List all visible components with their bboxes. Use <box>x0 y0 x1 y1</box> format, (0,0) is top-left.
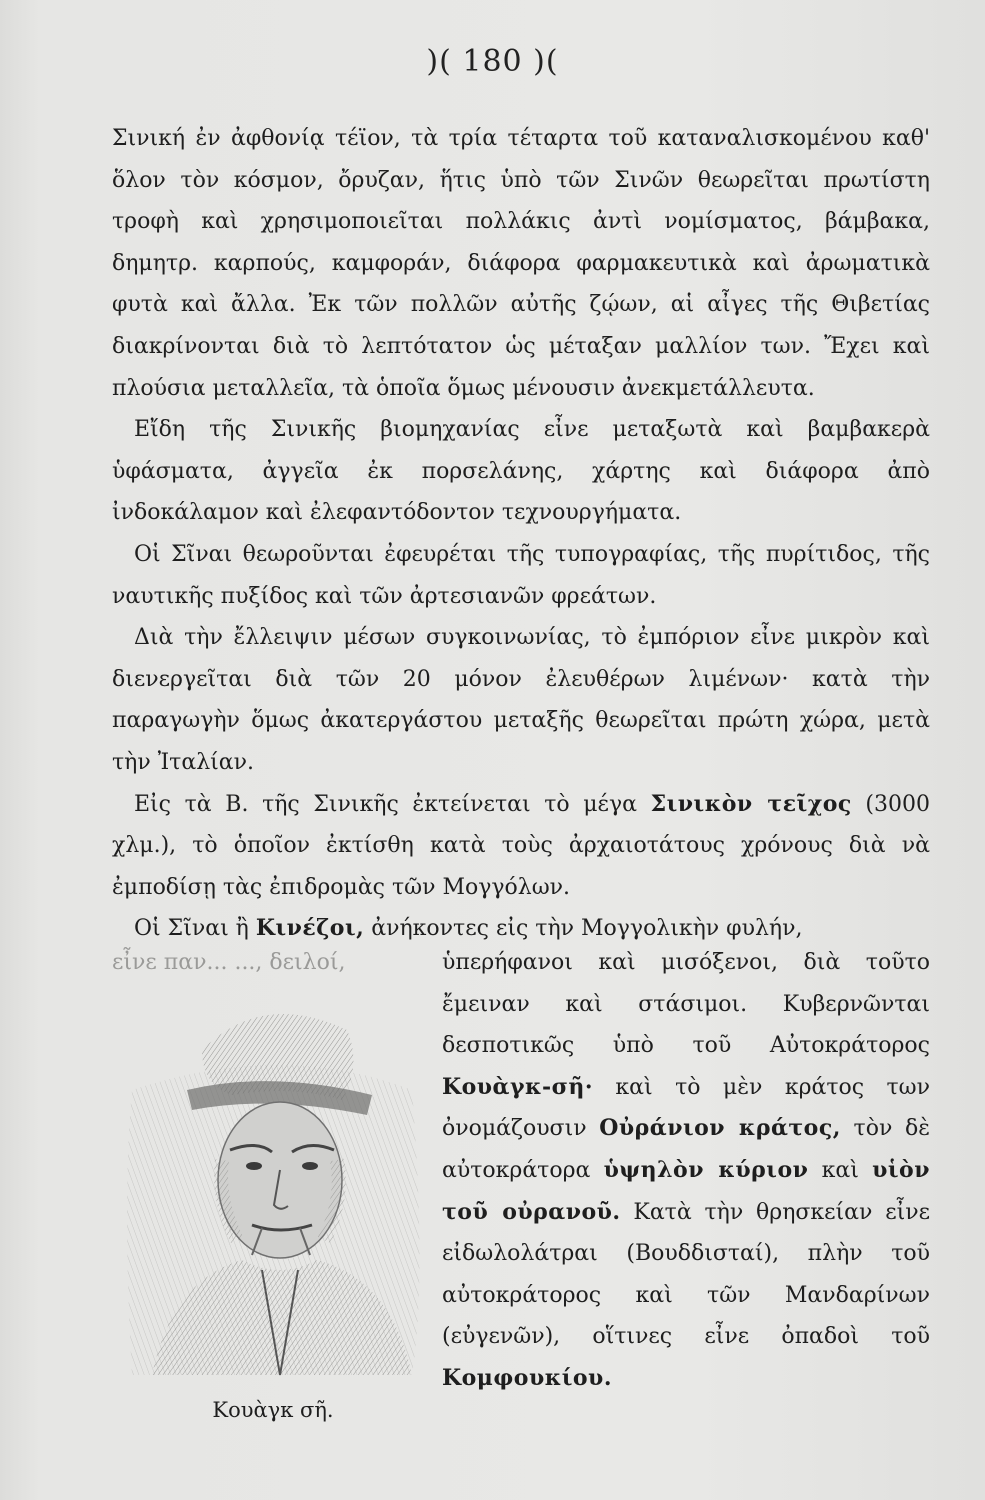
portrait-figure <box>112 980 434 1422</box>
paragraph-products: Σινική ἐν ἀφθονίᾳ τέϊον, τὰ τρία τέταρτα τοῦ καταναλισκομένου καθ' ὅλον τὸν κόσμον, ὄρυζαν, ἥτις ὑπὸ τῶν Σινῶν θεωρεῖται πρωτίστη τροφὴ καὶ χρησιμοποιεῖται πολλάκις ἀντὶ νομίσματος, βάμβακα, δημητρ. καρπούς, καμφοράν, διάφορα φαρμακευτικὰ καὶ ἀρωματικὰ φυτὰ καὶ ἄλλα. Ἐκ τῶν πολλῶν αὐτῆς ζῴων, αἱ αἶγες τῆς Θιβετίας διακρίνονται διὰ τὸ λεπτότατον ὡς μέταξαν μαλλίον των. Ἔχει καὶ πλούσια μεταλλεῖα, τὰ ὁποῖα ὅμως μένουσιν ἀνεκμετάλλευτα. <box>112 126 930 401</box>
paragraph-inventions: Οἱ Σῖναι θεωροῦνται ἐφευρέται τῆς τυπογραφίας, τῆς πυρίτιδος, τῆς ναυτικῆς πυξίδος καὶ τῶν ἀρτεσιανῶν φρεάτων. <box>112 541 930 609</box>
wall-text-before: Εἰς τὰ Β. τῆς Σινικῆς ἐκτείνεται τὸ μέγα <box>134 791 651 817</box>
paragraph-great-wall <box>112 784 930 909</box>
rc-text-1: καὶ στάσιμοι. Κυβερνῶνται δεσποτικῶς ὑπὸ τοῦ Αὐτοκράτορος <box>442 991 930 1059</box>
rc-text-3: τὸν δὲ αὐτοκράτορα <box>442 1116 931 1183</box>
figure-wrap-area <box>112 942 931 1422</box>
figure-caption: Κουὰγκ σῆ. <box>212 1398 334 1422</box>
chinese-lead-a: Οἱ Σῖναι ἢ <box>134 916 256 942</box>
rc-bold-2: Οὐράνιον κράτος, <box>599 1115 841 1142</box>
rc-line2: ὑπερήφανοι καὶ μισόξενοι, διὰ τοῦτο ἔμειναν <box>442 950 930 1017</box>
portrait-engraving-icon <box>112 980 434 1380</box>
main-text <box>112 118 930 950</box>
page-number-header: )( 180 )( <box>426 44 559 79</box>
right-column-paragraph <box>442 942 930 1400</box>
chinese-lead-bold: Κινέζοι, <box>255 915 365 942</box>
paragraph-trade: Διὰ τὴν ἔλλειψιν μέσων συγκοινωνίας, τὸ ἐμπόριον εἶνε μικρὸν καὶ διενεργεῖται διὰ τῶν 20 μόνον ἐλευθέρων λιμένων· κατὰ τὴν παραγωγὴν ὅμως ἀκατεργάστου μεταξῆς θεωρεῖται πρώτη χώρα, μετὰ τὴν Ἰταλίαν. <box>112 625 930 775</box>
wall-bold-term: Σινικὸν τεῖχος <box>650 790 852 817</box>
paragraph-industry: Εἴδη τῆς Σινικῆς βιομηχανίας εἶνε μεταξωτὰ καὶ βαμβακερὰ ὑφάσματα, ἀγγεῖα ἐκ πορσελάνης, χάρτης καὶ διάφορα ἀπὸ ἰνδοκάλαμον καὶ ἐλεφαντόδοντον τεχνουργήματα. <box>112 417 930 526</box>
rc-text-4: καὶ <box>808 1157 873 1183</box>
rc-bold-3: ὑψηλὸν κύριον <box>603 1156 809 1183</box>
rc-text-2: καὶ τὸ μὲν κράτος των ὀνομάζουσιν <box>442 1074 930 1142</box>
wall-text-after: (3000 χλμ.), τὸ ὁποῖον ἐκτίσθη κατὰ τοὺς ἀρχαιοτάτους χρόνους διὰ νὰ ἐμποδίσῃ τὰς ἐπιδρομὰς τῶν Μογγόλων. <box>112 791 930 900</box>
text-beside-figure <box>442 942 930 1400</box>
rc-bold-4: υἱὸν τοῦ οὐρανοῦ. <box>442 1156 930 1225</box>
rc-text-5: Κατὰ τὴν θρησκείαν εἶνε εἰδωλολάτραι (Βουδδισταί), πλὴν τοῦ αὐτοκράτορος καὶ τῶν Μανδαρίνων (εὐγενῶν), οἵτινες εἶνε ὀπαδοὶ τοῦ <box>442 1199 930 1350</box>
rc-bold-5: Κομφουκίου. <box>442 1364 612 1391</box>
rc-bold-1: Κουὰγκ-σῆ· <box>442 1073 594 1100</box>
chinese-lead-b: ἀνήκοντες εἰς τὴν Μογγολικὴν φυλήν, <box>364 916 803 942</box>
faded-text-fragment: εἶνε παν... ..., δειλοί, <box>112 950 346 975</box>
